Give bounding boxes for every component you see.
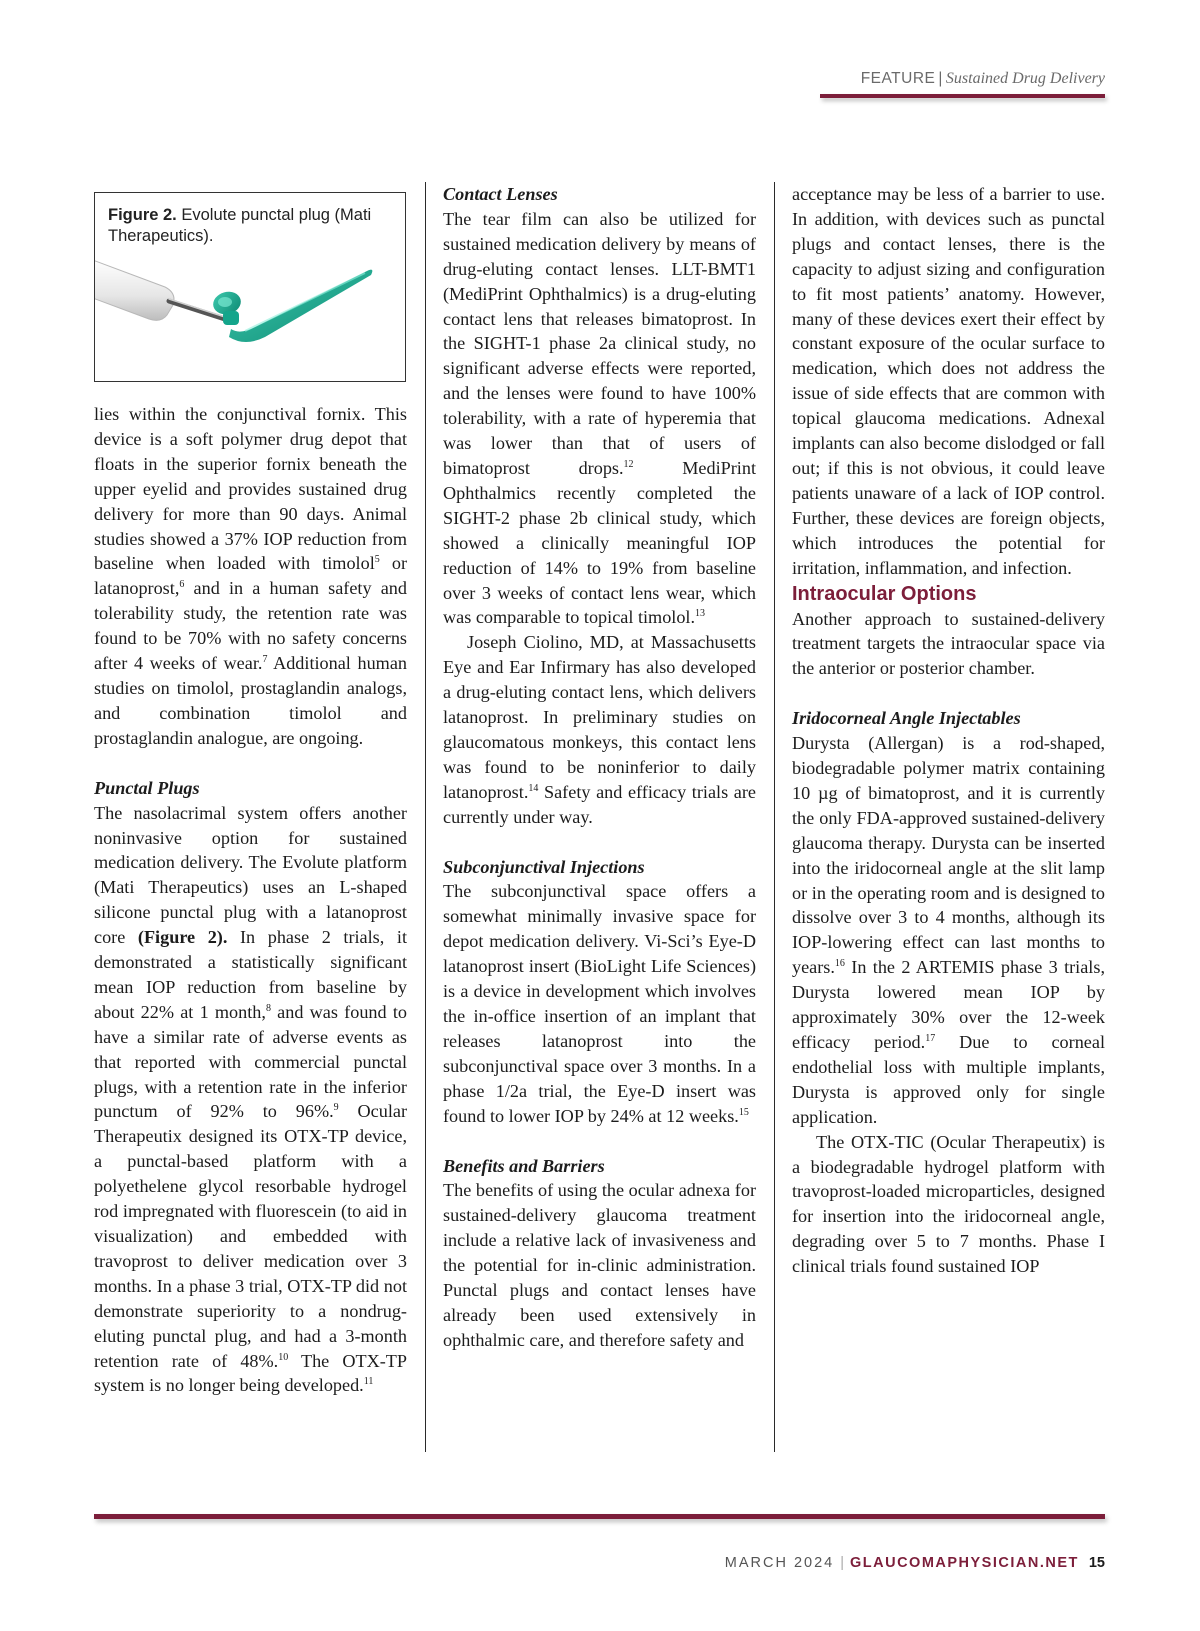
figure-box	[94, 192, 406, 382]
column-3	[792, 182, 1105, 1279]
col2-paragraph-3: The subconjunctival space offers a somewhat minimally invasive space for depot medication delivery. Vi-Sci’s Eye-D latanoprost insert (BioLight Life Sciences) is a device in development which involves the in-office insertion of an implant that releases latanoprost into the subconjunctival space over 3 months. In a phase 1/2a trial, the Eye-D insert was found to lower IOP by 24% at 12 weeks.$^{15}$	[443, 881, 756, 1126]
running-header	[861, 70, 1105, 88]
subhead-contact-lenses: Contact Lenses	[443, 184, 558, 204]
col1-paragraph-2: The nasolacrimal system offers another noninvasive option for sustained medication delivery. The Evolute platform (Mati Therapeutics) uses an L-shaped silicone punctal plug with a latanoprost core (Figure 2). In phase 2 trials, it demonstrated a statistically significant mean IOP reduction from baseline by about 22% at 1 month,$^8$ and was found to have a similar rate of adverse events as that reported with commercial punctal plugs, with a retention rate in the inferior punctum of 92% to 96%.$^9$ Ocular Therapeutix designed its OTX-TP device, a punctal-based platform with a polyethelene glycol resorbable hydrogel rod impregnated with fluorescein (to aid in visualization) and embedded with travoprost to deliver medication over 3 months. In a phase 3 trial, OTX-TP did not demonstrate superiority to a nondrug-eluting punctal plug, and had a 3-month retention rate of 48%.$^{10}$ The OTX-TP system is no longer being developed.$^{11}$	[94, 802, 408, 1396]
page-footer	[725, 1555, 1105, 1571]
footer-site-link[interactable]: GLAUCOMAPHYSICIAN.NET	[849, 1555, 1079, 1571]
col3-paragraph-4: The OTX-TIC (Ocular Therapeutix) is a biodegradable hydrogel platform with travoprost-loaded microparticles, designed for insertion into the iridocorneal angle, degrading over 5 to 7 months. Phase I clinical trials found sustained IOP	[792, 1131, 1105, 1277]
col3-paragraph-1: acceptance may be less of a barrier to use. In addition, with devices such as punctal plugs and contact lenses, there is the capacity to adjust sizing and configuration to fit most patients’ anatomy. However, many of these devices exert their effect by constant exposure of the ocular surface to medication, which does not address the issue of side effects that are common with topical glaucoma medications. Adnexal implants can also become dislodged or fall out; if this is not obvious, it could leave patients unaware of a lack of IOP control. Further, these devices are foreign objects, which introduces the potential for irritation, inflammation, and infection.	[792, 184, 1105, 578]
col3-paragraph-2: Another approach to sustained-delivery treatment targets the intraocular space via the anterior or posterior chamber.	[792, 608, 1105, 679]
header-rule	[820, 94, 1105, 98]
footer-rule	[94, 1514, 1105, 1519]
subhead-benefits-barriers: Benefits and Barriers	[443, 1155, 605, 1176]
figure-caption-text: Evolute punctal plug (Mati Therapeutics).	[108, 206, 372, 245]
figure-caption	[108, 205, 388, 247]
footer-date: MARCH 2024	[724, 1555, 835, 1571]
col2-paragraph-4: The benefits of using the ocular adnexa for sustained-delivery glaucoma treatment include a relative lack of invasiveness and the potential for in-clinic administration. Punctal plugs and contact lenses have already been used extensively in ophthalmic care, and therefore safety and	[443, 1180, 756, 1350]
header-subtitle: Sustained Drug Delivery	[945, 70, 1105, 87]
col2-paragraph-1: The tear film can also be utilized for sustained medication delivery by means of drug-eluting contact lenses. LLT-BMT1 (MediPrint Ophthalmics) is a drug-eluting contact lens that releases bimatoprost. In the SIGHT-1 phase 2a clinical study, no significant adverse effects were reported, and the lenses were found to have 100% tolerability, with a rate of hyperemia that was lower than that of users of bimatoprost drops.$^{12}$ MediPrint Ophthalmics recently completed the SIGHT-2 phase 2b clinical study, which showed a clinically meaningful IOP reduction of 14% to 19% from baseline over 3 weeks of contact lens wear, which was comparable to topical timolol.$^{13}$	[443, 208, 756, 628]
footer-separator: |	[840, 1555, 844, 1571]
header-section: FEATURE	[860, 70, 936, 87]
column-divider-2	[774, 182, 775, 1452]
column-1	[94, 402, 407, 1398]
col1-paragraph-1: lies within the conjunctival fornix. This device is a soft polymer drug depot that floats in the superior fornix beneath the upper eyelid and provides sustained drug delivery for more than 90 days. Animal studies showed a 37% IOP reduction from baseline when loaded with timolol$^5$ or latanoprost,$^6$ and in a human safety and tolerability study, the retention rate was found to be 70% with no safety concerns after 4 weeks of wear.$^7$ Additional human studies on timolol, prostaglandin analogs, and combination timolol and prostaglandin analogue, are ongoing.	[94, 404, 408, 748]
header-separator: |	[938, 70, 943, 87]
col2-paragraph-2: Joseph Ciolino, MD, at Massachusetts Eye and Ear Infirmary has also developed a drug-eluting contact lens, which delivers latanoprost. In preliminary studies on glaucomatous monkeys, this contact lens was found to be noninferior to daily latanoprost.$^{14}$ Safety and efficacy trials are currently under way.	[443, 632, 756, 827]
column-divider-1	[425, 182, 426, 1452]
figure-label: Figure 2.	[108, 206, 177, 224]
subhead-iridocorneal: Iridocorneal Angle Injectables	[792, 708, 1021, 729]
section-heading-intraocular: Intraocular Options	[792, 582, 977, 605]
punctal-plug-illustration	[95, 249, 405, 381]
subhead-subconjunctival-injections: Subconjunctival Injections	[443, 856, 645, 877]
column-2	[443, 182, 756, 1353]
page-number: 15	[1088, 1555, 1105, 1571]
subhead-punctal-plugs: Punctal Plugs	[94, 777, 200, 798]
col3-paragraph-3: Durysta (Allergan) is a rod-shaped, biodegradable polymer matrix containing 10 µg of bimatoprost, and it is currently the only FDA-approved sustained-delivery glaucoma therapy. Durysta can be inserted into the iridocorneal angle at the slit lamp or in the operating room and is designed to dissolve over 3 to 4 months, although its IOP-lowering effect can last months to years.$^{16}$ In the 2 ARTEMIS phase 3 trials, Durysta lowered mean IOP by approximately 30% over the 12-week efficacy period.$^{17}$ Due to corneal endothelial loss with multiple implants, Durysta is approved only for single application.	[792, 733, 1105, 1127]
